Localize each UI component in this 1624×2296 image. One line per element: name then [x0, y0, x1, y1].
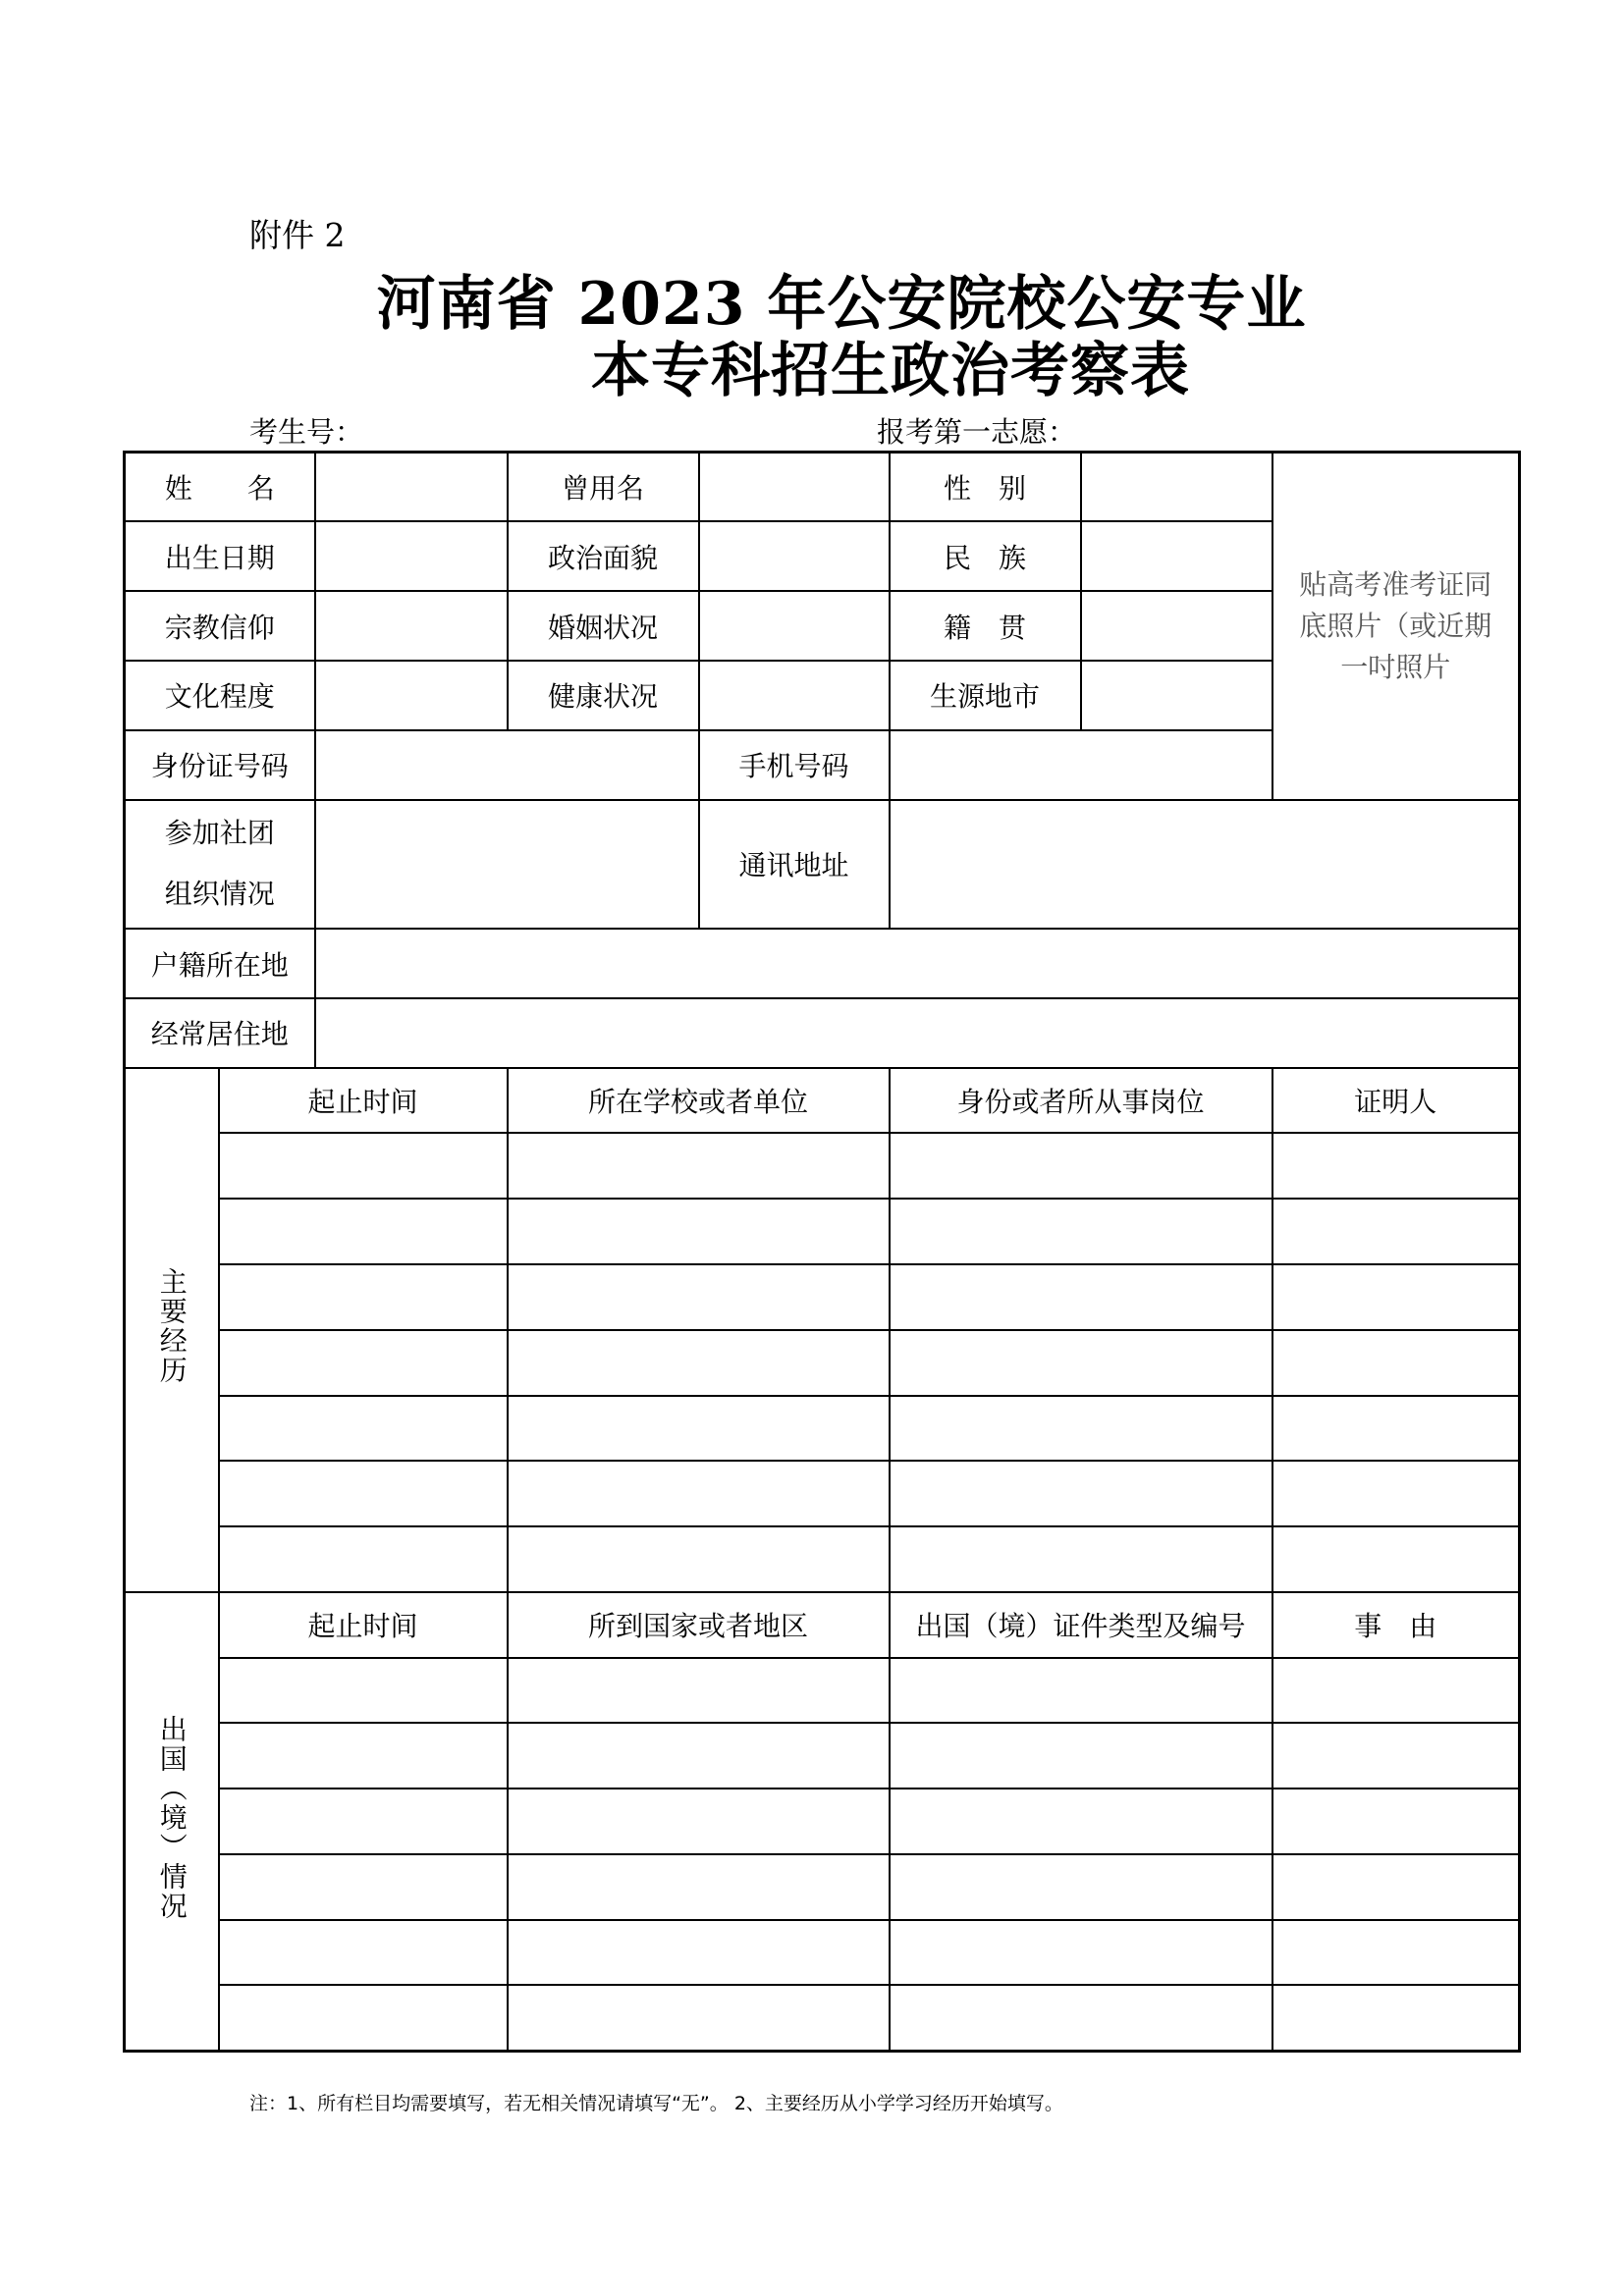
- table-row: [125, 1920, 1520, 1986]
- experience-col-school: 所在学校或者单位: [508, 1068, 890, 1134]
- experience-cell[interactable]: [219, 1199, 508, 1264]
- experience-cell[interactable]: [890, 1199, 1272, 1264]
- experience-cell[interactable]: [890, 1461, 1272, 1526]
- experience-cell[interactable]: [1272, 1133, 1520, 1199]
- former-name-field[interactable]: [699, 453, 890, 522]
- ethnicity-label: 民 族: [890, 521, 1081, 591]
- experience-cell[interactable]: [890, 1330, 1272, 1396]
- address-label: 通讯地址: [699, 800, 890, 930]
- experience-cell[interactable]: [219, 1330, 508, 1396]
- gender-field[interactable]: [1081, 453, 1272, 522]
- abroad-section-label: 出国（境）情况: [155, 1714, 189, 1921]
- table-row: [125, 1789, 1520, 1854]
- organizations-field[interactable]: [315, 800, 699, 930]
- abroad-col-document: 出国（境）证件类型及编号: [890, 1592, 1272, 1658]
- abroad-cell[interactable]: [219, 1723, 508, 1789]
- experience-cell[interactable]: [890, 1264, 1272, 1330]
- table-row: [125, 1330, 1520, 1396]
- name-field[interactable]: [315, 453, 508, 522]
- native-place-field[interactable]: [1081, 591, 1272, 661]
- table-row: [125, 1461, 1520, 1526]
- gender-label: 性 别: [890, 453, 1081, 522]
- abroad-cell[interactable]: [508, 1985, 890, 2051]
- education-field[interactable]: [315, 661, 508, 730]
- experience-cell[interactable]: [890, 1133, 1272, 1199]
- table-row: [125, 1723, 1520, 1789]
- experience-cell[interactable]: [508, 1133, 890, 1199]
- page-title-line2: 本专科招生政治考察表: [591, 337, 1190, 405]
- abroad-cell[interactable]: [508, 1723, 890, 1789]
- organizations-label-line1: 参加社团: [164, 817, 275, 850]
- table-row: [125, 1526, 1520, 1592]
- abroad-cell[interactable]: [1272, 1658, 1520, 1724]
- experience-section-cell: [125, 1068, 219, 1592]
- footer-note: 注：1、所有栏目均需要填写，若无相关情况请填写“无”。 2、主要经历从小学学习经历开始填写。: [249, 2093, 1063, 2114]
- experience-cell[interactable]: [219, 1133, 508, 1199]
- political-status-field[interactable]: [699, 521, 890, 591]
- religion-label: 宗教信仰: [125, 591, 315, 661]
- abroad-cell[interactable]: [890, 1723, 1272, 1789]
- abroad-cell[interactable]: [508, 1658, 890, 1724]
- abroad-cell[interactable]: [508, 1789, 890, 1854]
- table-row: [125, 1264, 1520, 1330]
- address-field[interactable]: [890, 800, 1520, 930]
- political-review-form: [123, 451, 1521, 2053]
- experience-col-position: 身份或者所从事岗位: [890, 1068, 1272, 1134]
- abroad-cell[interactable]: [1272, 1985, 1520, 2051]
- health-field[interactable]: [699, 661, 890, 730]
- phone-label: 手机号码: [699, 730, 890, 800]
- household-label: 户籍所在地: [125, 929, 315, 998]
- abroad-cell[interactable]: [219, 1854, 508, 1920]
- phone-field[interactable]: [890, 730, 1272, 800]
- table-row: [125, 1658, 1520, 1724]
- origin-city-field[interactable]: [1081, 661, 1272, 730]
- origin-city-label: 生源地市: [890, 661, 1081, 730]
- photo-box[interactable]: 贴高考准考证同底照片（或近期一吋照片: [1272, 453, 1520, 800]
- experience-col-period: 起止时间: [219, 1068, 508, 1134]
- abroad-section-cell: [125, 1592, 219, 2052]
- birth-date-field[interactable]: [315, 521, 508, 591]
- organizations-label: [125, 800, 315, 930]
- ethnicity-field[interactable]: [1081, 521, 1272, 591]
- experience-cell[interactable]: [1272, 1396, 1520, 1462]
- abroad-cell[interactable]: [508, 1920, 890, 1986]
- experience-cell[interactable]: [508, 1264, 890, 1330]
- native-place-label: 籍 贯: [890, 591, 1081, 661]
- residence-label: 经常居住地: [125, 998, 315, 1068]
- name-label: 姓 名: [125, 453, 315, 522]
- household-field[interactable]: [315, 929, 1520, 998]
- experience-cell[interactable]: [508, 1330, 890, 1396]
- abroad-cell[interactable]: [890, 1985, 1272, 2051]
- table-row: [125, 1396, 1520, 1462]
- abroad-cell[interactable]: [508, 1854, 890, 1920]
- table-row: [125, 1133, 1520, 1199]
- education-label: 文化程度: [125, 661, 315, 730]
- abroad-cell[interactable]: [890, 1789, 1272, 1854]
- abroad-col-reason: 事 由: [1272, 1592, 1520, 1658]
- abroad-cell[interactable]: [219, 1789, 508, 1854]
- abroad-cell[interactable]: [219, 1985, 508, 2051]
- table-row: [125, 1985, 1520, 2051]
- experience-cell[interactable]: [219, 1526, 508, 1592]
- former-name-label: 曾用名: [508, 453, 699, 522]
- religion-field[interactable]: [315, 591, 508, 661]
- experience-col-witness: 证明人: [1272, 1068, 1520, 1134]
- experience-cell[interactable]: [890, 1396, 1272, 1462]
- political-status-label: 政治面貌: [508, 521, 699, 591]
- experience-cell[interactable]: [1272, 1264, 1520, 1330]
- abroad-cell[interactable]: [219, 1658, 508, 1724]
- abroad-cell[interactable]: [890, 1658, 1272, 1724]
- table-row: [125, 1854, 1520, 1920]
- marital-status-field[interactable]: [699, 591, 890, 661]
- abroad-cell[interactable]: [1272, 1920, 1520, 1986]
- exam-number-label: 考生号：: [249, 415, 364, 449]
- abroad-col-country: 所到国家或者地区: [508, 1592, 890, 1658]
- abroad-cell[interactable]: [890, 1920, 1272, 1986]
- id-number-label: 身份证号码: [125, 730, 315, 800]
- birth-date-label: 出生日期: [125, 521, 315, 591]
- page-title-line1: 河南省 2023 年公安院校公安专业: [376, 270, 1307, 339]
- abroad-cell[interactable]: [219, 1920, 508, 1986]
- experience-section-label: 主要经历: [155, 1267, 189, 1386]
- experience-cell[interactable]: [1272, 1526, 1520, 1592]
- experience-cell[interactable]: [508, 1526, 890, 1592]
- first-choice-label: 报考第一志愿：: [877, 415, 1077, 449]
- experience-cell[interactable]: [1272, 1199, 1520, 1264]
- abroad-col-period: 起止时间: [219, 1592, 508, 1658]
- marital-status-label: 婚姻状况: [508, 591, 699, 661]
- residence-field[interactable]: [315, 998, 1520, 1068]
- experience-cell[interactable]: [219, 1396, 508, 1462]
- experience-cell[interactable]: [508, 1461, 890, 1526]
- abroad-cell[interactable]: [1272, 1854, 1520, 1920]
- abroad-cell[interactable]: [1272, 1723, 1520, 1789]
- abroad-cell[interactable]: [1272, 1789, 1520, 1854]
- experience-cell[interactable]: [1272, 1330, 1520, 1396]
- experience-cell[interactable]: [890, 1526, 1272, 1592]
- table-row: [125, 1199, 1520, 1264]
- experience-cell[interactable]: [508, 1396, 890, 1462]
- organizations-label-line2: 组织情况: [164, 878, 275, 911]
- experience-cell[interactable]: [219, 1264, 508, 1330]
- id-number-field[interactable]: [315, 730, 699, 800]
- attachment-label: 附件 2: [249, 216, 346, 254]
- health-label: 健康状况: [508, 661, 699, 730]
- experience-cell[interactable]: [1272, 1461, 1520, 1526]
- experience-cell[interactable]: [219, 1461, 508, 1526]
- experience-cell[interactable]: [508, 1199, 890, 1264]
- abroad-cell[interactable]: [890, 1854, 1272, 1920]
